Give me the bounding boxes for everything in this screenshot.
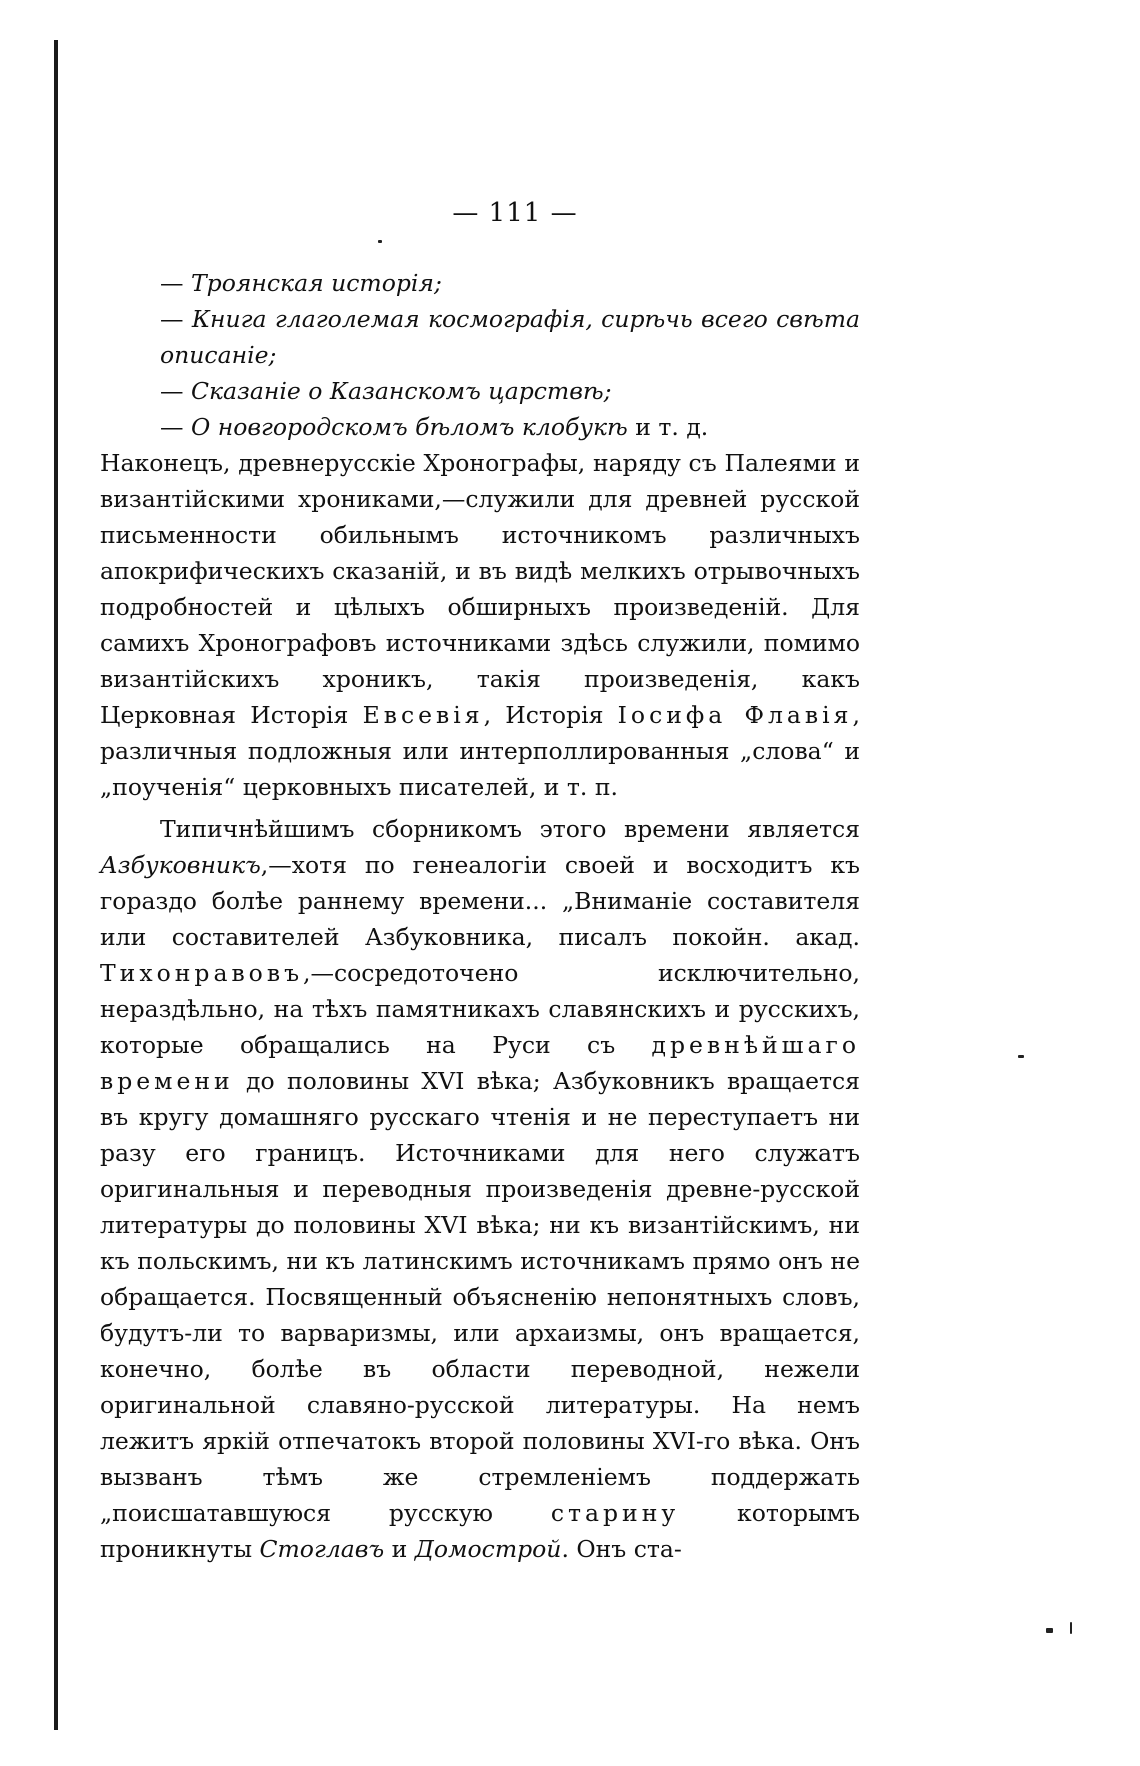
paragraph-chronographs [100,445,860,805]
ink-speck [1018,1055,1024,1058]
spaced-name-eusebius: Евсевія [362,701,484,729]
ink-speck [378,240,382,243]
italic-title-domostroi: Домострой [414,1535,562,1563]
italic-title-stoglav: Стоглавъ [259,1535,385,1563]
paragraph-text: , различныя подложныя или интерполлированныя „слова“ и „поученія“ церковныхъ писателей, и т. п. [100,701,860,801]
list-item-title: Сказаніе о Казанскомъ царствѣ; [190,377,612,405]
ink-speck [1046,1628,1053,1633]
paragraph-text: Типичнѣйшимъ сборникомъ этого времени является [160,815,860,843]
paragraph-text: которымъ проникнуты [100,1499,860,1563]
spaced-name-josephus: Іосифа Флавія [617,701,853,729]
page-edge-rule [54,40,58,1730]
paragraph-text: , Исторія [483,701,618,729]
ink-speck [1070,1622,1072,1634]
paragraph-azbukovnik [100,811,860,1567]
list-item [160,373,860,409]
paragraph-text: ,—хотя по генеалогіи своей и восходитъ къ гораздо болѣе раннему времени... „Вниманіе составителя или составителей Азбуковника, писалъ покойн. акад. [100,851,860,951]
list-item-title: Троянская исторія; [190,269,442,297]
list-dash: — [160,377,191,405]
spaced-word-starina: старину [550,1499,680,1527]
spaced-phrase-ancient-time: древнѣйшаго времени [100,1031,860,1095]
list-item [80,301,860,373]
italic-title-azbukovnik: Азбуковникъ [100,851,261,879]
paragraph-text: . Онъ ста- [561,1535,682,1563]
paragraph-text: и [384,1535,415,1563]
list-dash: — [160,269,191,297]
paragraph-text: Наконецъ, древнерусскіе Хронографы, наряду съ Палеями и византійскими хрониками,—служили для древней русской письменности обильнымъ источникомъ различныхъ апокрифическихъ сказаній, и въ видѣ мелкихъ отрывочныхъ подробностей и цѣлыхъ обширныхъ произведеній. Для самихъ Хронографовъ источниками здѣсь служили, помимо византійскихъ хроникъ, такія произведенія, какъ Церковная Исторія [100,449,860,729]
paragraph-text: ,—сосредоточено исключительно, нераздѣльно, на тѣхъ памятникахъ славянскихъ и русскихъ, которые обращались на Руси съ [100,959,860,1059]
list-item-title: О новгородскомъ бѣломъ клобукѣ [190,413,628,441]
list-dash: — [160,413,191,441]
list-item-tail: и т. д. [627,413,709,441]
page-number: — 111 — [452,198,578,228]
list-item-title: Книга глаголемая космографія, сирѣчь всего свѣта описаніе; [160,305,860,369]
list-dash: — [160,305,192,333]
list-item [160,409,860,445]
spaced-name-tikhonravov: Тихонравовъ [100,959,304,987]
page-text [100,265,860,1567]
paragraph-text: до половины XVI вѣка; Азбуковникъ вращается въ кругу домашняго русскаго чтенія и не переступаетъ ни разу его границъ. Источниками для него служатъ оригинальныя и переводныя произведенія древне-русской литературы до половины XVI вѣка; ни къ византійскимъ, ни къ польскимъ, ни къ латинскимъ источникамъ прямо онъ не обращается. Посвященный объясненію непонятныхъ словъ, будутъ-ли то варваризмы, или архаизмы, онъ вращается, конечно, болѣе въ области переводной, нежели оригинальной славяно-русской литературы. На немъ лежитъ яркій отпечатокъ второй половины XVI-го вѣка. Онъ вызванъ тѣмъ же стремленіемъ поддержать „поисшатавшуюся русскую [100,1067,860,1527]
list-item [160,265,860,301]
